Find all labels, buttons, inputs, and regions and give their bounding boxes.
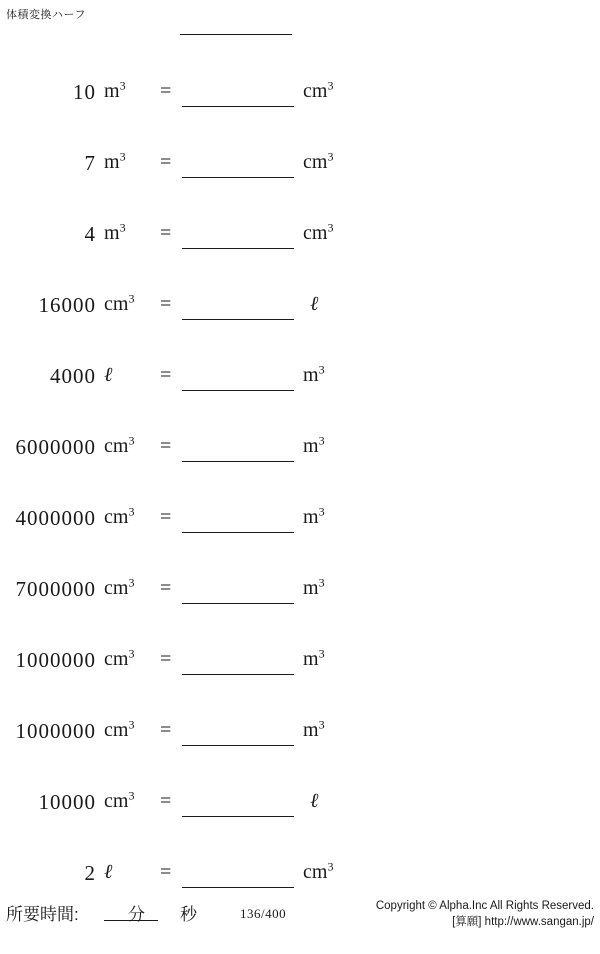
result-unit-base: cm bbox=[303, 861, 328, 883]
problem-row bbox=[0, 701, 600, 772]
answer-blank[interactable] bbox=[182, 248, 294, 249]
result-unit bbox=[303, 80, 333, 103]
problem-value: 1000000 bbox=[15, 648, 96, 672]
problem-unit-base: cm bbox=[104, 293, 129, 315]
problem-unit bbox=[104, 719, 134, 742]
problem-row bbox=[0, 275, 600, 346]
result-unit-base: m bbox=[303, 719, 319, 741]
problem-value: 4000000 bbox=[15, 506, 96, 530]
problem-unit-exponent: 3 bbox=[119, 149, 126, 164]
answer-blank[interactable] bbox=[182, 106, 294, 107]
problem-unit-base: ℓ bbox=[104, 861, 113, 883]
problem-unit bbox=[104, 648, 134, 671]
equals-sign: = bbox=[160, 435, 172, 457]
copyright-line-1: Copyright © Alpha.Inc All Rights Reserved. bbox=[375, 900, 594, 912]
problem-unit-exponent: 3 bbox=[128, 291, 135, 306]
problem-unit-exponent: 3 bbox=[119, 78, 126, 93]
problem-value: 4 bbox=[84, 222, 96, 246]
problem-unit bbox=[104, 861, 112, 884]
result-unit bbox=[303, 861, 333, 884]
problem-unit-base: m bbox=[104, 222, 120, 244]
answer-blank[interactable] bbox=[182, 319, 294, 320]
result-unit bbox=[303, 719, 325, 742]
problem-unit-exponent: 3 bbox=[128, 788, 135, 803]
problem-list bbox=[0, 62, 600, 914]
result-unit-exponent: 3 bbox=[318, 717, 325, 732]
answer-blank[interactable] bbox=[182, 603, 294, 604]
equals-sign: = bbox=[160, 577, 172, 599]
result-unit-exponent: 3 bbox=[318, 646, 325, 661]
result-unit-base: cm bbox=[303, 222, 328, 244]
result-unit bbox=[303, 222, 333, 245]
problem-unit-exponent: 3 bbox=[128, 433, 135, 448]
problem-value: 4000 bbox=[50, 364, 96, 388]
result-unit-base: m bbox=[303, 648, 319, 670]
problem-unit bbox=[104, 506, 134, 529]
problem-unit-base: cm bbox=[104, 648, 129, 670]
answer-blank[interactable] bbox=[182, 390, 294, 391]
result-unit bbox=[310, 293, 318, 316]
problem-unit-exponent: 3 bbox=[119, 220, 126, 235]
result-unit-base: m bbox=[303, 435, 319, 457]
problem-row bbox=[0, 772, 600, 843]
equals-sign: = bbox=[160, 151, 172, 173]
problem-row bbox=[0, 133, 600, 204]
footer bbox=[0, 898, 600, 944]
problem-value: 16000 bbox=[38, 293, 96, 317]
answer-blank[interactable] bbox=[182, 532, 294, 533]
problem-unit bbox=[104, 80, 126, 103]
copyright bbox=[376, 898, 594, 930]
problem-value: 7 bbox=[84, 151, 96, 175]
result-unit-base: m bbox=[303, 577, 319, 599]
equals-sign: = bbox=[160, 506, 172, 528]
result-unit-exponent: 3 bbox=[318, 504, 325, 519]
problem-unit-exponent: 3 bbox=[128, 717, 135, 732]
answer-blank[interactable] bbox=[182, 177, 294, 178]
problem-unit-exponent: 3 bbox=[128, 575, 135, 590]
seconds-label: 秒 bbox=[180, 905, 197, 924]
result-unit-base: m bbox=[303, 364, 319, 386]
result-unit-base: cm bbox=[303, 80, 328, 102]
equals-sign: = bbox=[160, 364, 172, 386]
problem-unit bbox=[104, 293, 134, 316]
problem-unit-base: cm bbox=[104, 719, 129, 741]
result-unit-exponent: 3 bbox=[318, 575, 325, 590]
equals-sign: = bbox=[160, 719, 172, 741]
result-unit-exponent: 3 bbox=[327, 859, 334, 874]
equals-sign: = bbox=[160, 648, 172, 670]
time-label: 所要時間: bbox=[6, 905, 79, 924]
answer-blank[interactable] bbox=[182, 816, 294, 817]
problem-unit-base: cm bbox=[104, 435, 129, 457]
equals-sign: = bbox=[160, 222, 172, 244]
copyright-line-2: [算願] http://www.sangan.jp/ bbox=[452, 916, 594, 928]
answer-blank[interactable] bbox=[182, 745, 294, 746]
result-unit-base: cm bbox=[303, 151, 328, 173]
result-unit-base: ℓ bbox=[310, 790, 319, 812]
problem-unit-exponent: 3 bbox=[128, 646, 135, 661]
problem-unit-base: m bbox=[104, 151, 120, 173]
problem-unit-base: m bbox=[104, 80, 120, 102]
result-unit bbox=[303, 435, 325, 458]
problem-unit bbox=[104, 151, 126, 174]
problem-value: 6000000 bbox=[15, 435, 96, 459]
result-unit bbox=[303, 506, 325, 529]
result-unit bbox=[303, 151, 333, 174]
result-unit-exponent: 3 bbox=[318, 433, 325, 448]
page-title: 体積変換ハーフ bbox=[6, 9, 86, 21]
problem-unit bbox=[104, 577, 134, 600]
result-unit-exponent: 3 bbox=[327, 220, 334, 235]
name-blank[interactable] bbox=[180, 34, 292, 35]
problem-value: 10 bbox=[73, 80, 96, 104]
result-unit bbox=[303, 364, 325, 387]
page-number: 136/400 bbox=[240, 906, 287, 921]
equals-sign: = bbox=[160, 293, 172, 315]
result-unit bbox=[303, 648, 325, 671]
minutes-label: 分 bbox=[128, 905, 145, 924]
problem-value: 7000000 bbox=[15, 577, 96, 601]
problem-unit-base: cm bbox=[104, 790, 129, 812]
problem-value: 2 bbox=[84, 861, 96, 885]
result-unit bbox=[303, 577, 325, 600]
problem-row bbox=[0, 417, 600, 488]
problem-unit bbox=[104, 435, 134, 458]
problem-row bbox=[0, 630, 600, 701]
result-unit-exponent: 3 bbox=[327, 149, 334, 164]
problem-row bbox=[0, 488, 600, 559]
problem-unit-exponent: 3 bbox=[128, 504, 135, 519]
result-unit-base: m bbox=[303, 506, 319, 528]
answer-blank[interactable] bbox=[182, 674, 294, 675]
equals-sign: = bbox=[160, 790, 172, 812]
problem-unit bbox=[104, 222, 126, 245]
equals-sign: = bbox=[160, 861, 172, 883]
result-unit-exponent: 3 bbox=[318, 362, 325, 377]
problem-unit-base: ℓ bbox=[104, 364, 113, 386]
answer-blank[interactable] bbox=[182, 461, 294, 462]
problem-unit bbox=[104, 364, 112, 387]
problem-unit-base: cm bbox=[104, 577, 129, 599]
result-unit-base: ℓ bbox=[310, 293, 319, 315]
problem-row bbox=[0, 559, 600, 630]
problem-value: 10000 bbox=[38, 790, 96, 814]
problem-value: 1000000 bbox=[15, 719, 96, 743]
answer-blank[interactable] bbox=[182, 887, 294, 888]
result-unit bbox=[310, 790, 318, 813]
equals-sign: = bbox=[160, 80, 172, 102]
result-unit-exponent: 3 bbox=[327, 78, 334, 93]
problem-row bbox=[0, 346, 600, 417]
problem-row bbox=[0, 204, 600, 275]
problem-row bbox=[0, 62, 600, 133]
problem-unit-base: cm bbox=[104, 506, 129, 528]
problem-unit bbox=[104, 790, 134, 813]
